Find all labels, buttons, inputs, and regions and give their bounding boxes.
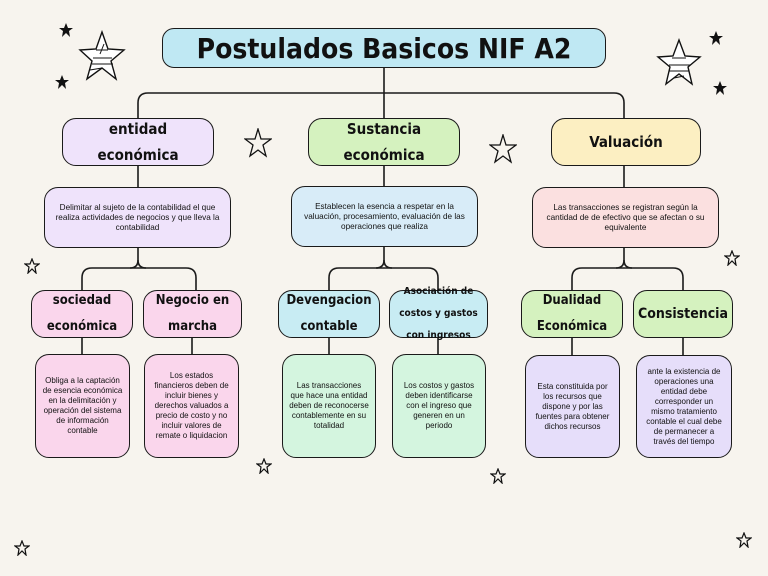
star-icon (708, 30, 724, 46)
star-icon (724, 250, 740, 266)
node-negocio-en-marcha: Negocio en marcha (143, 290, 242, 338)
node-asociacion-costos: Asociación de costos y gastos con ingresos (389, 290, 488, 338)
star-icon (58, 22, 74, 38)
star-icon (54, 74, 70, 90)
leaf-negocio-en-marcha: Los estados financieros deben de incluir bienes y derechos valuados a precio de costo y no incluir valores de remate o liquidacion (144, 354, 239, 458)
node-consistencia: Consistencia (633, 290, 733, 338)
star-icon (490, 468, 506, 484)
leaf-devengacion-contable: Las transacciones que hace una entidad deben de reconocerse contablemente en su totalidad (282, 354, 376, 458)
desc-sustancia-economica: Establecen la esencia a respetar en la valuación, procesamiento, evaluación de las operaciones que realiza (291, 186, 478, 247)
desc-valuacion: Las transacciones se registran según la cantidad de de efectivo que se afectan o su equivalente (532, 187, 719, 248)
node-sustancia-economica: Sustancia económica (308, 118, 460, 166)
desc-entidad-economica: Delimitar al sujeto de la contabilidad el que realiza actividades de negocios y que lleva la contabilidad (44, 187, 231, 248)
star-icon (78, 30, 126, 82)
star-icon (256, 458, 272, 474)
leaf-dualidad-economica: Esta constituida por los recursos que dispone y por las fuentes para obtener dichos recursos (525, 355, 620, 458)
node-entidad-economica: entidad económica (62, 118, 214, 166)
star-icon (244, 128, 272, 158)
star-icon (489, 134, 517, 164)
page-title: Postulados Basicos NIF A2 (162, 28, 606, 68)
node-devengacion-contable: Devengacion contable (278, 290, 380, 338)
node-valuacion: Valuación (551, 118, 701, 166)
leaf-sociedad-economica: Obliga a la captación de esencia económica en la delimitación y operación del sistema de información contable (35, 354, 130, 458)
star-icon (24, 258, 40, 274)
leaf-asociacion-costos: Los costos y gastos deben identificarse con el ingreso que generen en un periodo (392, 354, 486, 458)
node-sociedad-economica: sociedad económica (31, 290, 133, 338)
star-icon (736, 532, 752, 548)
node-dualidad-economica: Dualidad Económica (521, 290, 623, 338)
leaf-consistencia: ante la existencia de operaciones una entidad debe corresponder un mismo tratamiento contable el cual debe de permanecer a través del tiempo (636, 355, 732, 458)
star-icon (712, 80, 728, 96)
star-icon (656, 38, 702, 86)
star-icon (14, 540, 30, 556)
